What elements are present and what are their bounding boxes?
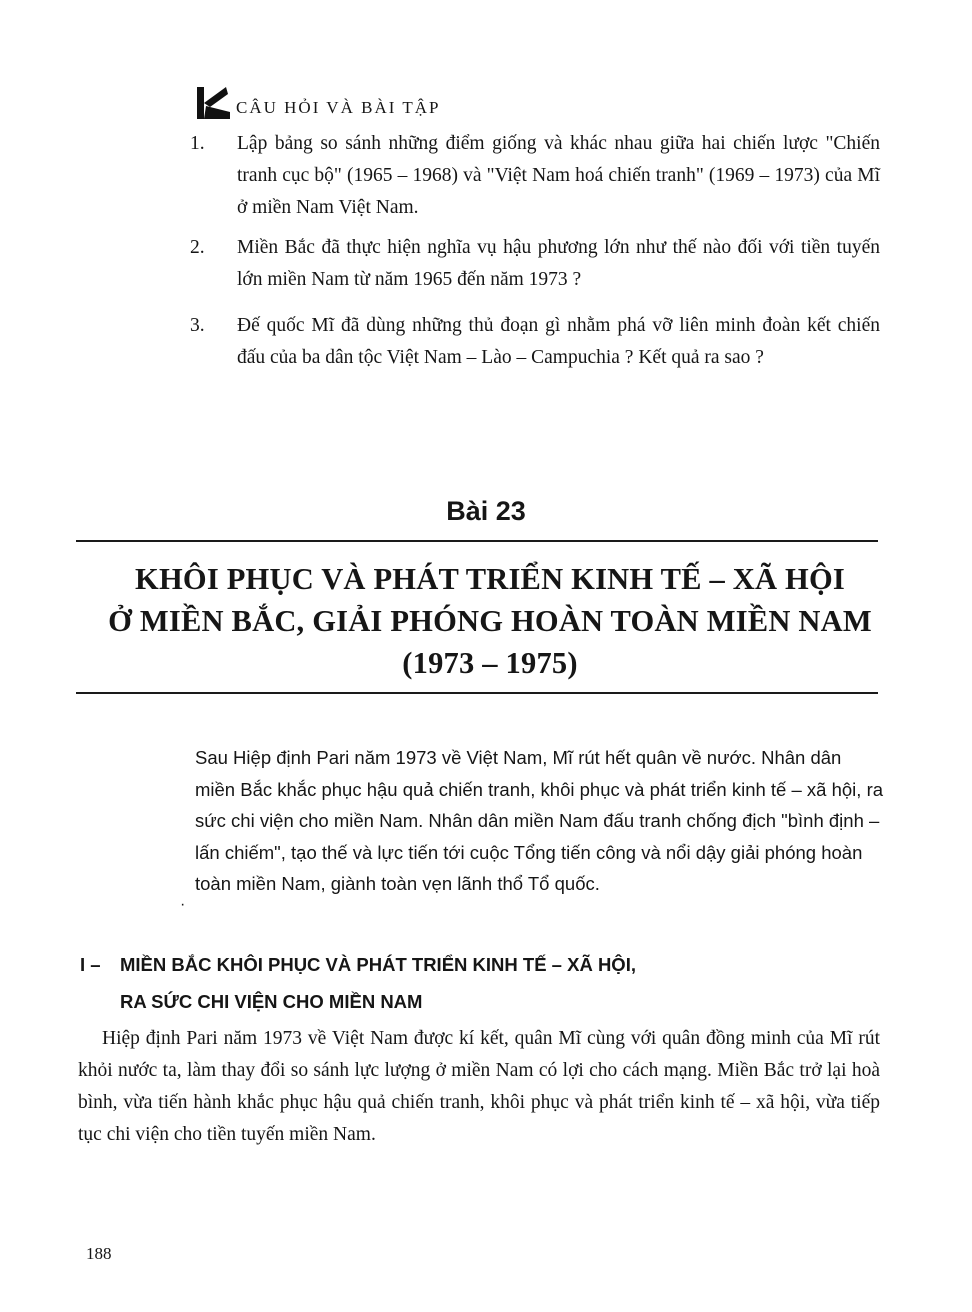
lesson-title-line-2: Ở MIỀN BẮC, GIẢI PHÓNG HOÀN TOÀN MIỀN NAM xyxy=(108,604,872,638)
question-text: Miền Bắc đã thực hiện nghĩa vụ hậu phương lớn như thế nào đối với tiền tuyến lớn miền Nam từ năm 1965 đến năm 1973 ? xyxy=(237,237,880,290)
question-number: 2. xyxy=(190,237,205,258)
question-text: Đế quốc Mĩ đã dùng những thủ đoạn gì nhằm phá vỡ liên minh đoàn kết chiến đấu của ba dân tộc Việt Nam – Lào – Campuchia ? Kết quả ra sao ? xyxy=(237,315,880,368)
section-number: I – xyxy=(80,954,101,975)
section-title-line-2: RA SỨC CHI VIỆN CHO MIỀN NAM xyxy=(120,991,423,1012)
question-number: 1. xyxy=(190,133,205,154)
section-title-line-1: MIỀN BẮC KHÔI PHỤC VÀ PHÁT TRIỂN KINH TẾ – XÃ HỘI, xyxy=(120,954,636,975)
lesson-title xyxy=(60,558,920,684)
questions-mark-icon xyxy=(196,86,230,120)
lesson-intro: Sau Hiệp định Pari năm 1973 về Việt Nam, Mĩ rút hết quân về nước. Nhân dân miền Bắc khắc phục hậu quả chiến tranh, khôi phục và phát triển kinh tế – xã hội, ra sức chi viện cho miền Nam. Nhân dân miền Nam đấu tranh chống địch "bình định – lấn chiếm", tạo thế và lực tiến tới cuộc Tổng tiến công và nổi dậy giải phóng hoàn toàn miền Nam, giành toàn vẹn lãnh thổ Tổ quốc. xyxy=(195,747,884,894)
questions-heading xyxy=(196,84,440,120)
page-number: 188 xyxy=(86,1244,112,1263)
section-heading xyxy=(80,946,880,1020)
lesson-number: Bài 23 xyxy=(446,496,526,526)
question-item-1 xyxy=(190,128,880,224)
lesson-title-line-3: (1973 – 1975) xyxy=(402,646,578,680)
title-rule-bottom xyxy=(76,692,878,694)
question-text: Lập bảng so sánh những điểm giống và khác nhau giữa hai chiến lược "Chiến tranh cục bộ" (1965 – 1968) và "Việt Nam hoá chiến tranh" (1969 – 1973) của Mĩ ở miền Nam Việt Nam. xyxy=(237,133,880,218)
body-paragraph: Hiệp định Pari năm 1973 về Việt Nam được kí kết, quân Mĩ cùng với quân đồng minh của Mĩ rút khỏi nước ta, làm thay đổi so sánh lực lượng ở miền Nam có lợi cho cách mạng. Miền Bắc trở lại hoà bình, vừa tiến hành khắc phục hậu quả chiến tranh, khôi phục và phát triển kinh tế – xã hội, vừa tiếp tục chi viện cho tiền tuyến miền Nam. xyxy=(78,1028,880,1145)
questions-title: CÂU HỎI VÀ BÀI TẬP xyxy=(236,98,441,117)
question-number: 3. xyxy=(190,315,205,336)
question-item-3 xyxy=(190,310,880,374)
lesson-title-line-1: KHÔI PHỤC VÀ PHÁT TRIỂN KINH TẾ – XÃ HỘI xyxy=(135,562,845,596)
question-item-2 xyxy=(190,232,880,296)
intro-bullet-dot: · xyxy=(180,896,186,913)
title-rule-top xyxy=(76,540,878,542)
